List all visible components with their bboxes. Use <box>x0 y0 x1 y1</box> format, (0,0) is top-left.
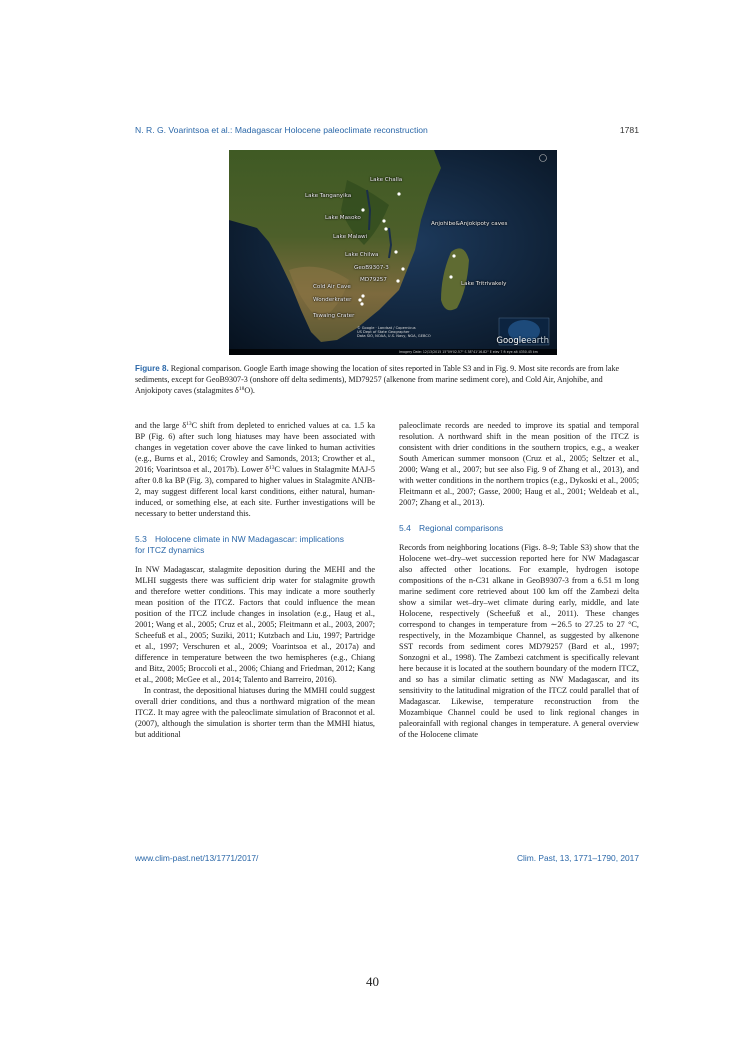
section-title-line1: Holocene climate in NW Madagascar: implications <box>155 534 344 544</box>
figure-caption <box>135 363 639 396</box>
site-tswaing <box>360 302 363 305</box>
paragraph: Records from neighboring locations (Figs. 8–9; Table S3) show that the Holocene wet–dry–wet succession reported here for NW Madagascar also affected other locations. For example, hydrogen isotope compositions of the n-C31 alkane in GeoB9307-3 from a 6.51 m long marine sediment core retrieved about 100 km off the Zambezi delta show a similar wet–dry–wet climate during early, middle, and late Holocene, respectively (Scheefuß et al., 2011). These changes correspond to changes in temperature from ∼26.5 to 27.25 to 27 °C, respectively, in the Mozambique Channel, as suggested by alkenone SST records from sediment cores MD79257 (Bard et al., 1997; Sonzogni et al., 1998). The Zambezi catchment is specifically relevant here because it is located at the southern boundary of the modern ITCZ, and so has a similar climatic setting as NW Madagascar, and its sensitivity to the latitudinal migration of the ITCZ could parallel that of Madagascar. Likewise, temperature reconstruction from the Mozambique Channel could be used to link regional changes in paleorainfall with regional changes in temperature. A general overview of the Holocene climate <box>399 543 639 739</box>
paragraph <box>135 420 375 519</box>
running-head-title: N. R. G. Voarintsoa et al.: Madagascar Holocene paleoclimate reconstruction <box>135 125 428 135</box>
google-earth-logo <box>496 336 549 346</box>
paragraph: In NW Madagascar, stalagmite deposition during the MEHI and the MLHI suggests there was sufficient drip water for stalagmite growth and therefore wetter conditions. This may indicate a more southerly mean position of the ITCZ. Factors that could influence the mean position of the ITCZ include changes in insolation (e.g., Haug et al., 2001; Wang et al., 2005; Cruz et al., 2005; Fleitmann et al., 2003, 2007; Scheefuß et al., 2005; Suziki, 2011; Kutzbach and Liu, 1997; Partridge et al., 1997; Verschuren et al., 2009; Voarintsoa et al., 2017a) and difference in temperature between the two hemispheres (e.g., Chiang and Bitz, 2005; Broccoli et al., 2006; Chiang and Friedman, 2012; Kang et al., 2008; McGee et al., 2014; Talento and Barreiro, 2016). <box>135 565 375 684</box>
text-run: C values in Stalagmite MAJ-5 after 0.8 ka BP (Fig. 3), compared to higher values in Stalagmite ANJB-2, may suggest different local karst conditions, either natural, human-induced, or something else, at each site. Further investigations will be necessary to better understand this. <box>135 465 375 518</box>
footer-citation: Clim. Past, 13, 1771–1790, 2017 <box>517 853 639 863</box>
section-title: Regional comparisons <box>419 523 504 533</box>
superscript: 13 <box>268 465 275 471</box>
site-lake-challa <box>397 192 400 195</box>
site-cold-air-cave <box>361 294 364 297</box>
label-wonderkrater: Wonderkrater <box>313 297 352 303</box>
site-lake-chilwa <box>394 250 397 253</box>
paragraph: paleoclimate records are needed to improve its spatial and temporal resolution. A northward shift in the mean position of the ITCZ is consistent with drier conditions in the southern tropics, e.g., a weaker South American summer monsoon (Cruz et al., 2005; Seltzer et al., 2000; Wang et al., 2007; but see also Fig. 9 of Zhang et al., 2013), and with wetter conditions in the northern tropics (e.g., Dykoski et al., 2005; Fleitmann et al., 2007; Gasse, 2000; Haug et al., 2001; Weldeab et al., 2007; Zhang et al., 2013). <box>399 421 639 507</box>
running-head-page: 1781 <box>619 125 639 135</box>
label-md: MD79257 <box>360 277 387 283</box>
label-anjohibe: Anjohibe&Anjokipoty caves <box>431 221 508 227</box>
map-status-bar: Imagery Date: 12/13/2015 15°09'02.57" S 38°41'16.82" E elev 7 ft eye alt 4350.45 km <box>229 349 557 355</box>
site-lake-masoko-1 <box>382 219 385 222</box>
label-tswaing: Tswaing Crater <box>313 313 355 319</box>
left-column <box>135 420 375 740</box>
section-title-line2: for ITCZ dynamics <box>135 545 205 555</box>
site-tritrivakely <box>449 275 452 278</box>
site-lake-masoko-2 <box>384 227 387 230</box>
section-heading-5-3 <box>135 534 375 545</box>
logo-sub: earth <box>526 336 549 346</box>
page-number: 40 <box>366 974 379 989</box>
text-run: and the large δ <box>135 421 187 430</box>
section-number: 5.3 <box>135 534 147 544</box>
superscript: 13 <box>186 421 192 427</box>
label-geob: GeoB9307-3 <box>354 265 389 271</box>
credit-line: Data SIO, NOAA, U.S. Navy, NGA, GEBCO <box>357 334 431 339</box>
label-lake-challa: Lake Challa <box>370 177 403 183</box>
map-credits <box>357 326 431 338</box>
label-lake-tritrivakely: Lake Tritrivakely <box>461 281 507 287</box>
right-column <box>399 420 639 740</box>
site-lake-tanganyika <box>361 208 364 211</box>
caption-sup: 18 <box>238 386 245 392</box>
caption-end: O). <box>244 386 255 395</box>
site-wonderkrater <box>358 298 361 301</box>
footer-url[interactable]: www.clim-past.net/13/1771/2017/ <box>135 853 259 863</box>
label-lake-malawi: Lake Malawi <box>333 234 368 240</box>
section-heading-5-3-cont <box>135 545 375 556</box>
text-run: C shift from depleted to enriched values at ca. 1.5 ka BP (Fig. 6) after such long hiatuses may have been associated with changes in vegetation cover above the cave linked to human activities (e.g., Burns et al., 2016; Crowley and Samonds, 2013; Crowther et al., 2016; Voarintsoa et al., 2017b). Lower δ <box>135 421 375 474</box>
label-lake-chilwa: Lake Chilwa <box>345 252 379 258</box>
credit-line: © Google · Landsat / Copernicus <box>357 326 416 330</box>
credit-line: US Dept of State Geographer <box>357 330 410 335</box>
paragraph: In contrast, the depositional hiatuses during the MMHI could suggest overall drier conditions, and thus a northward migration of the mean ITCZ. It may agree with the paleoclimate simulation of Braconnot et al. (2007), although the simulation is shorter term than the MMHI hiatus, but additional <box>135 686 375 739</box>
site-md <box>396 279 399 282</box>
site-geob <box>401 267 404 270</box>
section-number: 5.4 <box>399 523 411 533</box>
logo-main: Google <box>496 336 527 346</box>
section-heading-5-4 <box>399 523 639 534</box>
label-lake-tanganyika: Lake Tanganyika <box>305 193 352 199</box>
figure-map-image <box>229 150 557 355</box>
running-head <box>135 125 639 137</box>
page-footer <box>135 853 639 865</box>
label-cold-air-cave: Cold Air Cave <box>313 284 351 290</box>
figure-label: Figure 8. <box>135 364 169 373</box>
site-anjohibe <box>452 254 455 257</box>
caption-text: Regional comparison. Google Earth image showing the location of sites reported in Table S3 and in Fig. 9. Most site records are from lake sediments, except for GeoB9307-3 (onshore off delta sediments), MD79257 (alkenone from marine sediment core), and Cold Air, Anjohibe, and Anjokipoty caves (stalagmites δ <box>135 364 620 395</box>
label-lake-masoko: Lake Masoko <box>325 215 361 221</box>
